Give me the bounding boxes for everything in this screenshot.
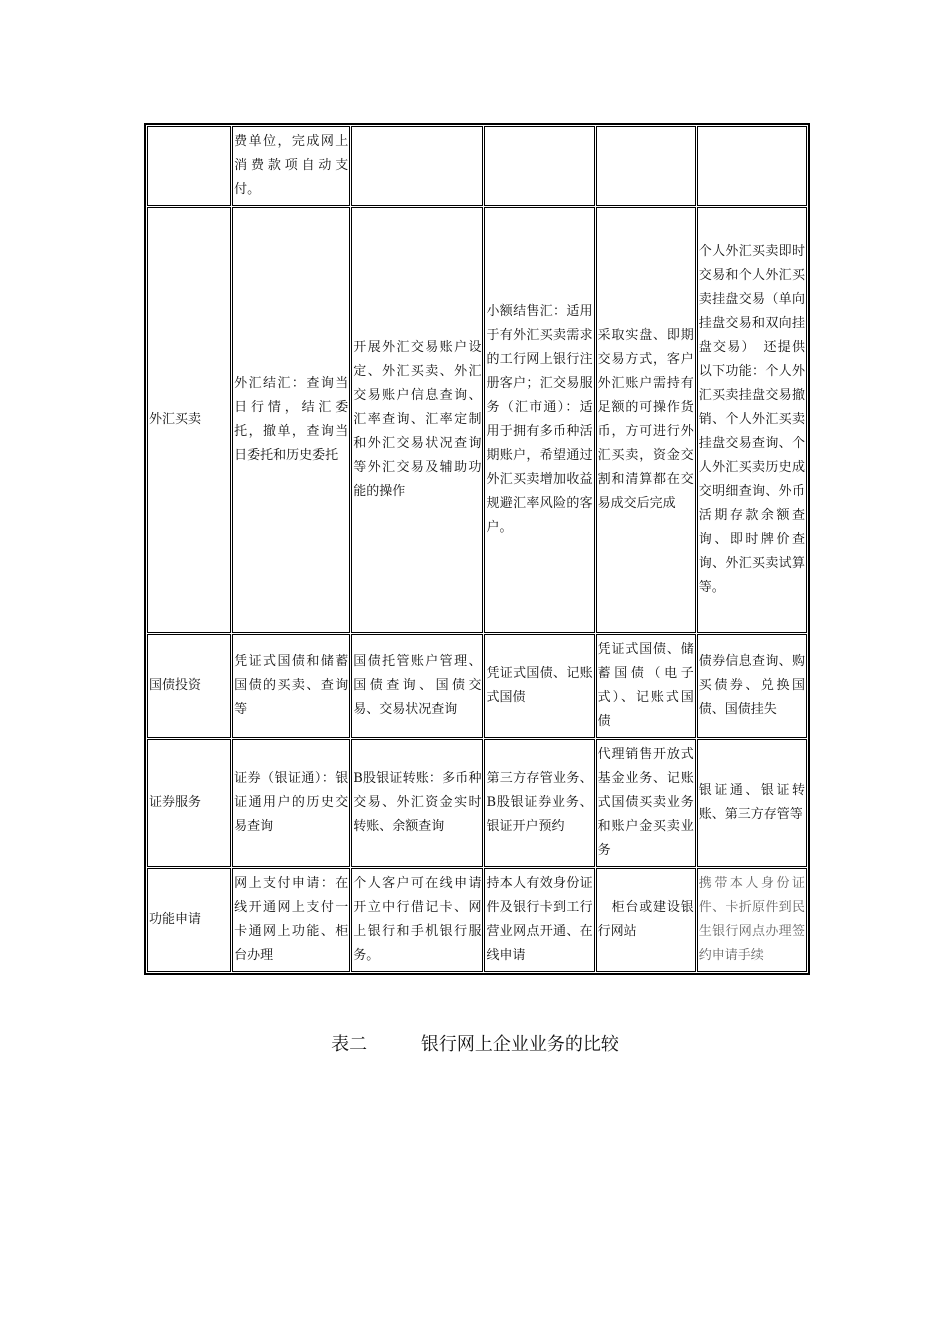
table-cell xyxy=(596,126,696,206)
table-cell: 持本人有效身份证件及银行卡到工行营业网点开通、在线申请 xyxy=(484,868,594,972)
caption-label: 表二 xyxy=(331,1034,368,1055)
caption-title: 银行网上企业业务的比较 xyxy=(420,1034,619,1055)
row-header xyxy=(147,126,231,206)
row-header: 证券服务 xyxy=(147,739,231,867)
table-row xyxy=(147,126,807,206)
table-cell: 携带本人身份证件、卡折原件到民生银行网点办理签约申请手续 xyxy=(697,868,807,972)
table-cell: 凭证式国债、储蓄国债（电子式）、记账式国债 xyxy=(596,634,696,738)
table-row xyxy=(147,868,807,972)
table-cell: 小额结售汇：适用于有外汇买卖需求的工行网上银行注册客户；汇交易服务（汇市通）：适用于拥有多币种活期账户，希望通过外汇买卖增加收益规避汇率风险的客户。 xyxy=(484,207,594,633)
table-cell: 债券信息查询、购买债券、兑换国债、国债挂失 xyxy=(697,634,807,738)
table-cell: 第三方存管业务、B股银证券业务、银证开户预约 xyxy=(484,739,594,867)
comparison-table xyxy=(144,123,810,975)
table-cell: 费单位，完成网上消费款项自动支付。 xyxy=(232,126,350,206)
table-cell: 个人外汇买卖即时交易和个人外汇买卖挂盘交易（单向挂盘交易和双向挂盘交易） 还提供以下功能：个人外汇买卖挂盘交易撤销、个人外汇买卖挂盘交易查询、个人外汇买卖历史成交明细查询、外币活期存款余额查询、即时牌价查询、外汇买卖试算等。 xyxy=(697,207,807,633)
table-cell: 代理销售开放式基金业务、记账式国债买卖业务和账户金买卖业务 xyxy=(596,739,696,867)
table-cell: 凭证式国债、记账式国债 xyxy=(484,634,594,738)
table-cell: B股银证转账：多币种交易、外汇资金实时转账、余额查询 xyxy=(351,739,483,867)
row-header: 国债投资 xyxy=(147,634,231,738)
table-cell: 外汇结汇：查询当日行情，结汇委托，撤单，查询当日委托和历史委托 xyxy=(232,207,350,633)
table-row xyxy=(147,207,807,633)
table-cell: 开展外汇交易账户设定、外汇买卖、外汇交易账户信息查询、汇率查询、汇率定制和外汇交易状况查询等外汇交易及辅助功能的操作 xyxy=(351,207,483,633)
table-row xyxy=(147,739,807,867)
table-cell xyxy=(484,126,594,206)
table-cell xyxy=(351,126,483,206)
table-cell: 柜台或建设银行网站 xyxy=(596,868,696,972)
table-row xyxy=(147,634,807,738)
table-cell xyxy=(697,126,807,206)
table-cell: 个人客户可在线申请开立中行借记卡、网上银行和手机银行服务。 xyxy=(351,868,483,972)
table-cell: 网上支付申请：在线开通网上支付一卡通网上功能、柜台办理 xyxy=(232,868,350,972)
table-cell: 国债托管账户管理、国债查询、国债交易、交易状况查询 xyxy=(351,634,483,738)
table-caption xyxy=(0,1030,950,1056)
table-cell: 银证通、银证转账、第三方存管等 xyxy=(697,739,807,867)
row-header: 外汇买卖 xyxy=(147,207,231,633)
table-cell: 证券（银证通）：银证通用户的历史交易查询 xyxy=(232,739,350,867)
table-cell: 凭证式国债和储蓄国债的买卖、查询等 xyxy=(232,634,350,738)
row-header: 功能申请 xyxy=(147,868,231,972)
table-cell: 采取实盘、即期交易方式，客户外汇账户需持有足额的可操作货币，方可进行外汇买卖，资金交割和清算都在交易成交后完成 xyxy=(596,207,696,633)
